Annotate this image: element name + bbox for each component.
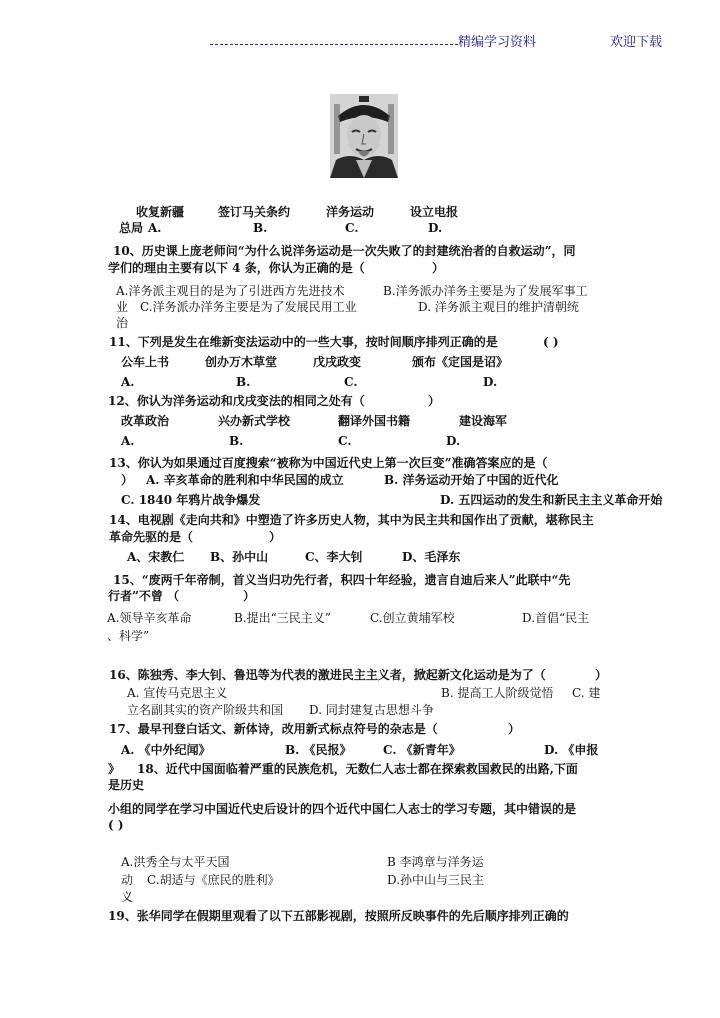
q12-item-1: 改革政治 — [121, 414, 170, 428]
q12-item-3: 翻译外国书籍 — [338, 414, 411, 428]
q11-paren: ( ) — [543, 335, 559, 349]
q17-option-d: D. 《申报 — [544, 743, 599, 757]
q15-option-c: C.创立黄埔军校 — [370, 611, 455, 625]
q9-item-2: 签订马关条约 — [218, 205, 291, 219]
q11-letter-d: D. — [483, 375, 498, 389]
q13-stem: 13、你认为如果通过百度搜索“被称为中国近代史上第一次巨变”准确答案应的是（ — [109, 456, 548, 470]
q13-option-b: B. 洋务运动开始了中国的近代化 — [384, 473, 559, 487]
q11-stem: 11、下列是发生在维新变法运动中的一些大事，按时间顺序排列正确的是 — [109, 335, 498, 349]
q18-option-b-tail: 动 — [121, 873, 134, 887]
q11-letter-c: C. — [344, 375, 358, 389]
q10-option-d-tail: 治 — [116, 316, 129, 330]
q18-option-b: B 李鸿章与洋务运 — [387, 855, 484, 869]
q10-stem-line1: 10、历史课上庞老师问“为什么说洋务运动是一次失败了的封建统治者的自救运动”，同 — [113, 244, 576, 258]
q14-paren: ） — [269, 530, 282, 544]
q18-stem-line2: 是历史 — [108, 778, 145, 792]
q12-stem: 12、你认为洋务运动和戊戌变法的相同之处有（ — [108, 394, 365, 408]
q13-option-d: D. 五四运动的发生和新民主主义革命开始 — [440, 493, 663, 507]
q15-stem-line1: 15、“废两千年帝制，首义当归功先行者，积四十年经验，遗言自迪后来人”此联中“先 — [113, 573, 571, 587]
q14-option-a: A、宋教仁 — [127, 550, 185, 564]
q11-item-1: 公车上书 — [121, 355, 170, 369]
header-left-text: 精编学习资料 — [458, 35, 537, 50]
q14-stem-line2: 革命先驱的是（ — [109, 530, 194, 544]
q12-letter-c: C. — [338, 434, 352, 448]
q15-option-a: A.领导辛亥革命 — [107, 611, 192, 625]
q12-item-4: 建设海军 — [459, 414, 508, 428]
q10-paren: ） — [432, 261, 445, 275]
header-dashed-line — [210, 44, 458, 45]
q13-paren: ） — [121, 473, 134, 487]
q9-item-1: 收复新疆 — [136, 205, 185, 219]
q14-stem-line1: 14、电视剧《走向共和》中塑造了许多历史人物，其中为民主共和国作出了贡献，堪称民主 — [109, 513, 594, 527]
q11-item-4: 颁布《定国是诏》 — [412, 355, 509, 369]
q18-option-a: A.洪秀全与太平天国 — [121, 855, 230, 869]
q19-stem: 19、张华同学在假期里观看了以下五部影视剧，按照所反映事件的先后顺序排列正确的 — [108, 909, 569, 923]
q16-option-a: A. 宣传马克思主义 — [127, 686, 228, 700]
q12-paren: ） — [428, 394, 441, 408]
q17-stem: 17、最早刊登白话文、新体诗，改用新式标点符号的杂志是（ — [109, 722, 438, 736]
q12-letter-b: B. — [229, 434, 244, 448]
q15-option-d-tail: 、科学” — [107, 629, 150, 643]
q11-letter-a: A. — [121, 375, 135, 389]
q16-option-d: D. 同封建复古思想斗争 — [309, 703, 434, 717]
portrait-photo — [330, 94, 398, 178]
q18-paren: ( ) — [108, 818, 124, 832]
q11-item-2: 创办万木草堂 — [205, 355, 278, 369]
q15-paren: ） — [243, 589, 256, 603]
q10-option-b: B.洋务派办洋务主要是为了发展军事工 — [383, 284, 588, 298]
q17-option-d-tail: 》 — [108, 762, 121, 776]
q12-item-2: 兴办新式学校 — [218, 414, 291, 428]
q16-option-c-tail: 立名副其实的资产阶级共和国 — [127, 703, 284, 717]
q9-letter-d: D. — [428, 221, 443, 235]
q10-option-a: A.洋务派主观目的是为了引进西方先进技术 — [116, 284, 345, 298]
q14-option-c: C、李大钊 — [305, 550, 363, 564]
q10-option-b-tail: 业 — [116, 300, 129, 314]
q10-option-d: D. 洋务派主观目的维护清朝统 — [418, 300, 579, 314]
q13-option-a: A. 辛亥革命的胜利和中华民国的成立 — [146, 473, 344, 487]
q9-letter-c: C. — [345, 221, 359, 235]
q17-option-a: A. 《中外纪闻》 — [121, 743, 211, 757]
q9-prefix: 总局 — [119, 221, 144, 235]
q9-item-4: 设立电报 — [410, 205, 459, 219]
q14-option-d: D、毛泽东 — [402, 550, 461, 564]
q17-option-c: C. 《新青年》 — [383, 743, 461, 757]
q11-item-3: 戊戌政变 — [313, 355, 362, 369]
q15-option-b: B.提出“三民主义” — [234, 611, 331, 625]
q11-letter-b: B. — [236, 375, 251, 389]
header-right-text: 欢迎下载 — [610, 35, 663, 50]
q9-letter-b: B. — [253, 221, 268, 235]
q17-paren: ） — [508, 722, 521, 736]
q15-stem-line2: 行者”不曾 （ — [108, 589, 180, 603]
q17-option-b: B. 《民报》 — [285, 743, 352, 757]
q13-option-c: C. 1840 年鸦片战争爆发 — [121, 493, 261, 507]
q18-stem-line3: 小组的同学在学习中国近代史后设计的四个近代中国仁人志士的学习专题，其中错误的是 — [108, 802, 577, 816]
q12-letter-a: A. — [121, 434, 135, 448]
q18-option-c: C.胡适与《庶民的胜利》 — [147, 873, 280, 887]
q18-option-d-tail: 义 — [121, 890, 134, 904]
q18-option-d: D.孙中山与三民主 — [387, 873, 485, 887]
q18-stem-line1: 18、近代中国面临着严重的民族危机，无数仁人志士都在探索救国救民的出路,下面 — [137, 762, 578, 776]
q12-letter-d: D. — [446, 434, 461, 448]
q16-stem: 16、陈独秀、李大钊、鲁迅等为代表的激进民主主义者，掀起新文化运动是为了（ — [109, 668, 546, 682]
q16-option-c: C. 建 — [572, 686, 601, 700]
q9-item-3: 洋务运动 — [326, 205, 375, 219]
q14-option-b: B、孙中山 — [210, 550, 269, 564]
q15-option-d: D.首倡“民主 — [522, 611, 590, 625]
q10-stem-line2: 学们的理由主要有以下 4 条，你认为正确的是（ — [108, 261, 365, 275]
q16-paren: ） — [595, 668, 608, 682]
q9-letter-a: A. — [148, 221, 162, 235]
q16-option-b: B. 提高工人阶级觉悟 — [441, 686, 554, 700]
q10-option-c: C.洋务派办洋务主要是为了发展民用工业 — [140, 300, 357, 314]
